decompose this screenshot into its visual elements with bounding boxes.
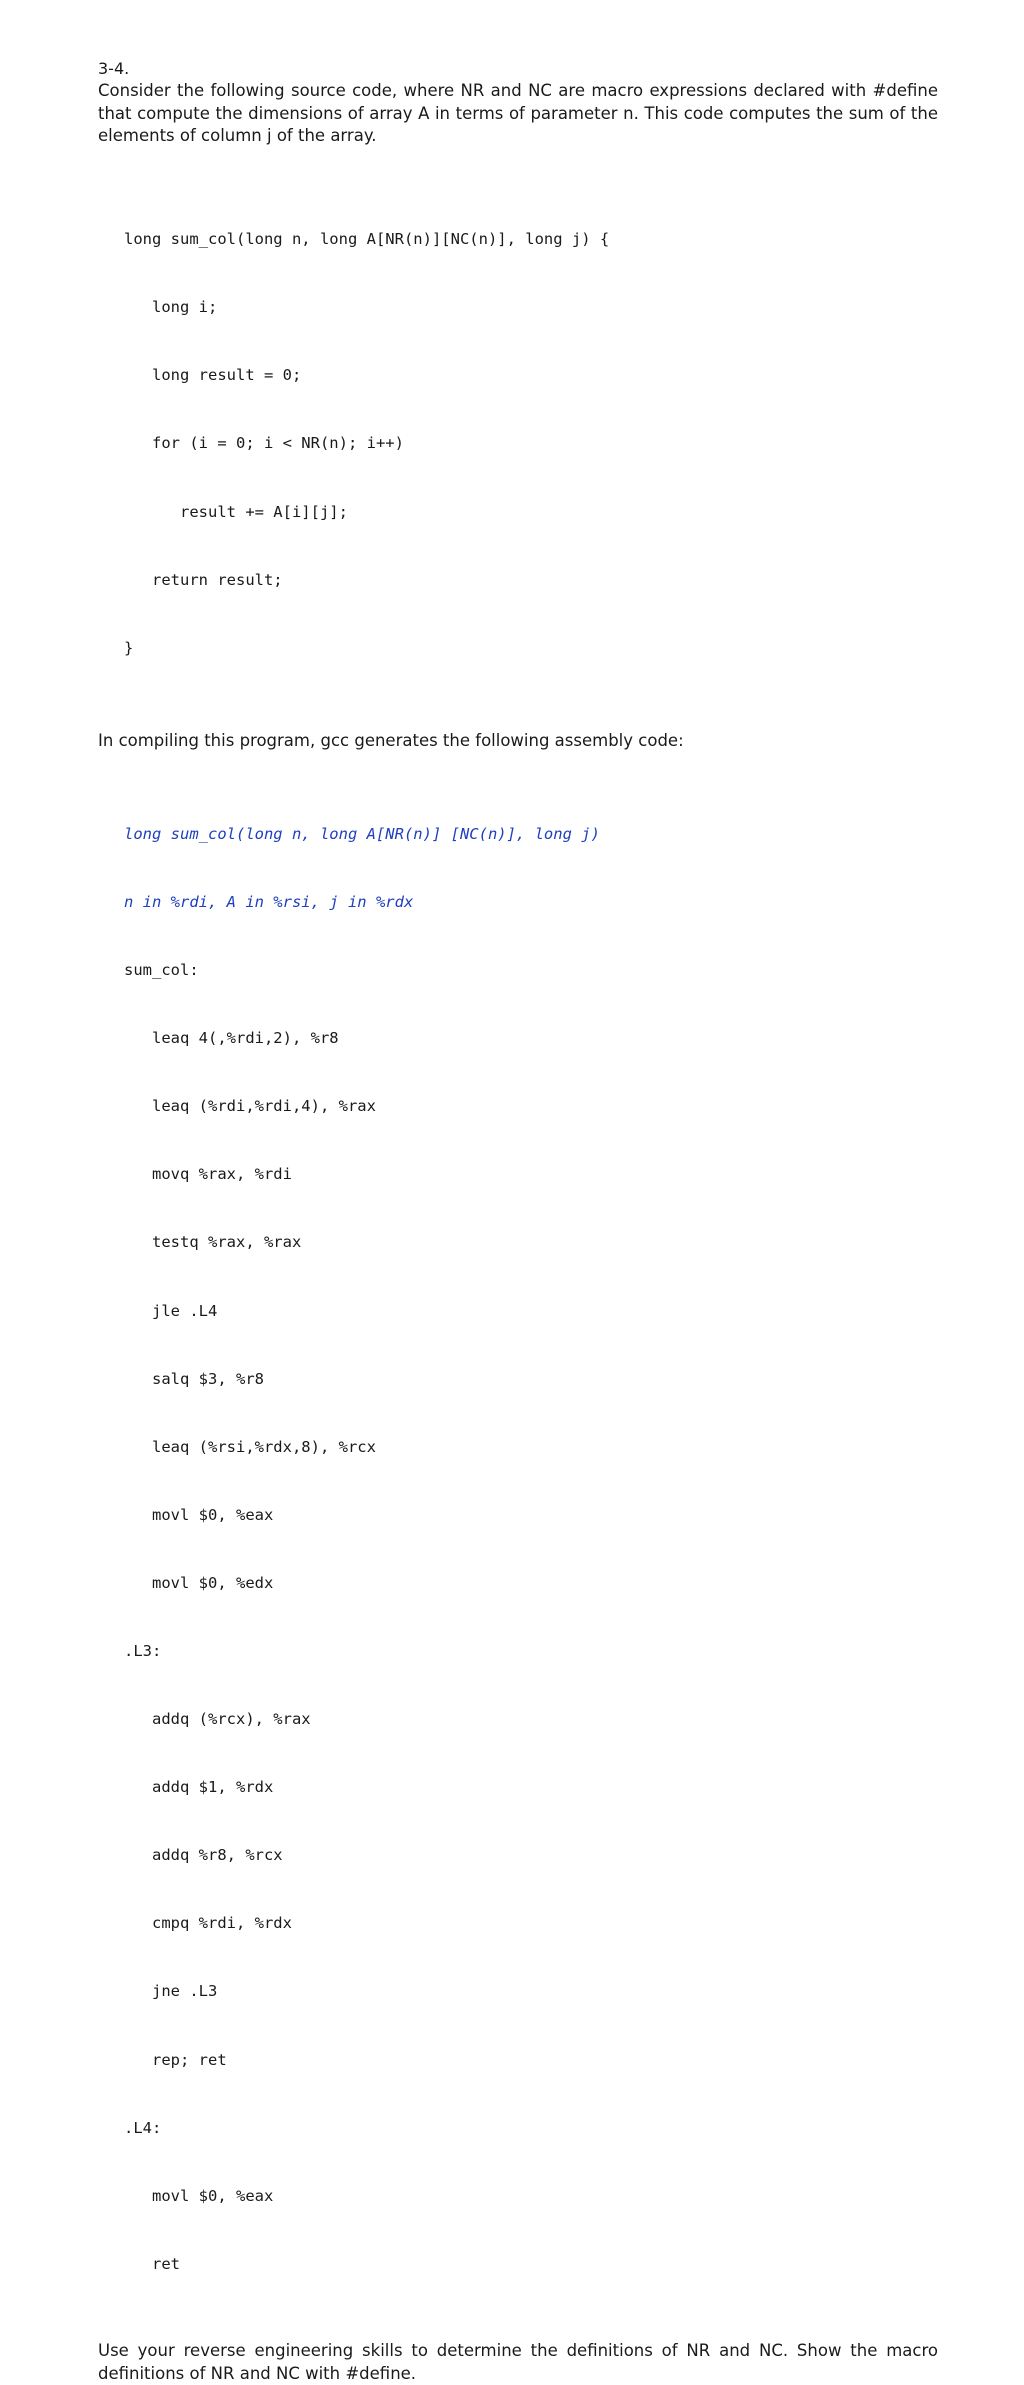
assembly-line: movl $0, %eax bbox=[124, 2186, 274, 2205]
assembly-line: leaq (%rdi,%rdi,4), %rax bbox=[124, 1097, 376, 1116]
assembly-label: .L4: bbox=[124, 2118, 162, 2137]
assembly-line: jne .L3 bbox=[124, 1982, 218, 2001]
assembly-line: leaq (%rsi,%rdx,8), %rcx bbox=[124, 1437, 376, 1456]
assembly-line: leaq 4(,%rdi,2), %r8 bbox=[124, 1029, 339, 1048]
source-line: return result; bbox=[124, 570, 283, 589]
assembly-line: testq %rax, %rax bbox=[124, 1233, 302, 1252]
assembly-line: salq $3, %r8 bbox=[124, 1369, 264, 1388]
source-code-block bbox=[124, 183, 938, 705]
compile-intro: In compiling this program, gcc generates the following assembly code: bbox=[98, 730, 684, 750]
assembly-line: sum_col: bbox=[124, 961, 199, 980]
source-line: long sum_col(long n, long A[NR(n)][NC(n)], long j) { bbox=[124, 230, 610, 249]
assembly-line: jle .L4 bbox=[124, 1301, 218, 1320]
assembly-line: addq $1, %rdx bbox=[124, 1778, 274, 1797]
document-page bbox=[98, 58, 938, 2385]
assembly-line: addq %r8, %rcx bbox=[124, 1846, 283, 1865]
assembly-line: addq (%rcx), %rax bbox=[124, 1710, 311, 1729]
source-line: long result = 0; bbox=[124, 366, 302, 385]
assembly-code-block bbox=[124, 777, 938, 2320]
source-line: result += A[i][j]; bbox=[124, 502, 348, 521]
assembly-line: rep; ret bbox=[124, 2050, 227, 2069]
assembly-line: cmpq %rdi, %rdx bbox=[124, 1914, 292, 1933]
source-line: } bbox=[124, 638, 134, 657]
assembly-comment: long sum_col(long n, long A[NR(n)] [NC(n)], long j) bbox=[124, 824, 600, 843]
assembly-comment: n in %rdi, A in %rsi, j in %rdx bbox=[124, 892, 414, 911]
assembly-label: .L3: bbox=[124, 1641, 162, 1660]
closing-instructions: Use your reverse engineering skills to determine the definitions of NR and NC. Show the macro definitions of NR and NC with #define. bbox=[98, 2340, 938, 2383]
assembly-line: movl $0, %edx bbox=[124, 1573, 274, 1592]
assembly-line: movq %rax, %rdi bbox=[124, 1165, 292, 1184]
source-line: for (i = 0; i < NR(n); i++) bbox=[124, 434, 404, 453]
problem-intro: Consider the following source code, where NR and NC are macro expressions declared with #define that compute the dimensions of array A in terms of parameter n. This code computes the sum of the elements of column j of the array. bbox=[98, 81, 938, 146]
problem-number: 3-4. bbox=[98, 59, 130, 78]
source-line: long i; bbox=[124, 298, 218, 317]
assembly-line: movl $0, %eax bbox=[124, 1505, 274, 1524]
assembly-line: ret bbox=[124, 2254, 180, 2273]
